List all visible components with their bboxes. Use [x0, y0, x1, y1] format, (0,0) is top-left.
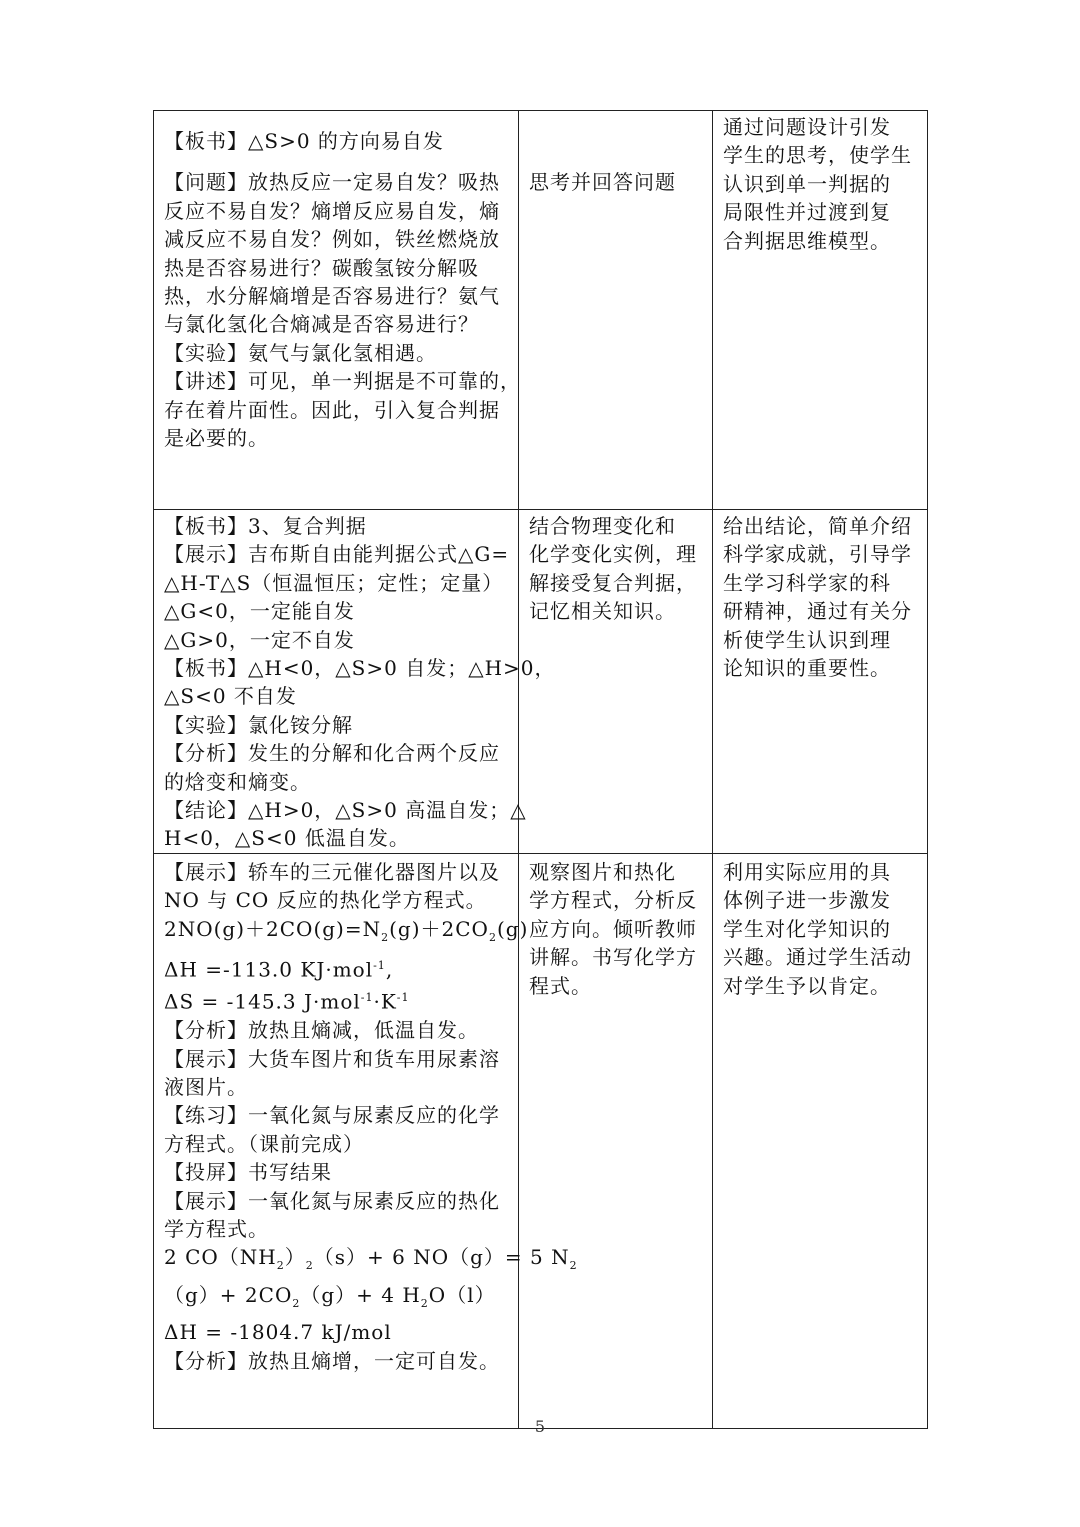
text-line: 学生对化学知识的	[723, 916, 891, 941]
text-line: 【讲述】可见，单一判据是不可靠的，	[164, 369, 521, 394]
subscript: 2	[381, 930, 390, 944]
text-line: 程式。	[529, 973, 592, 998]
text-line: 【展示】吉布斯自由能判据公式△G=	[164, 542, 510, 567]
equation-part: ΔH =-113.0 KJ·mol	[164, 957, 374, 982]
text-line: 兴趣。通过学生活动	[723, 945, 912, 970]
student-activity-cell	[519, 111, 713, 510]
text-line: 【分析】发生的分解和化合两个反应	[164, 741, 500, 766]
text-line: 观察图片和热化	[529, 859, 676, 884]
text-line: 热，水分解熵增是否容易进行？氨气	[164, 284, 500, 309]
subscript: 2	[276, 1259, 285, 1273]
text-line: 给出结论，简单介绍	[723, 514, 912, 538]
text-line: 化学变化实例，理	[529, 542, 697, 567]
equation-part: ）	[284, 1245, 306, 1270]
text-line: 【练习】一氧化氮与尿素反应的化学	[164, 1103, 500, 1128]
text-line: 学生的思考，使学生	[723, 143, 912, 168]
text-line: 学方程式，分析反	[529, 888, 697, 913]
text-line: 是必要的。	[164, 426, 269, 451]
equation-part: ΔS = -145.3 J·mol	[164, 989, 361, 1014]
superscript: -1	[360, 991, 374, 1005]
superscript: -1	[373, 959, 386, 973]
teacher-activity-cell	[154, 853, 578, 1428]
teacher-activity-cell	[154, 111, 519, 510]
text-line: 应方向。倾听教师	[529, 916, 697, 941]
text-line: 【展示】一氧化氮与尿素反应的热化	[164, 1188, 500, 1213]
text-line: 结合物理变化和	[529, 514, 676, 538]
text-line: 【问题】放热反应一定易自发？吸热	[164, 170, 500, 195]
table-row	[154, 111, 928, 510]
equation-part: ·K	[373, 989, 397, 1014]
table-row	[154, 510, 928, 854]
superscript: -1	[396, 991, 410, 1005]
text-line: H<0，△S<0 低温自发。	[164, 826, 410, 851]
equation-part: (g)＋2CO	[389, 916, 489, 941]
text-line: 【投屏】书写结果	[164, 1160, 332, 1185]
equation-part: ,	[385, 957, 394, 982]
text-line: 生学习科学家的科	[723, 570, 891, 595]
text-line: 方程式。（课前完成）	[164, 1131, 364, 1156]
subscript: 2	[569, 1259, 578, 1273]
text-line: 学方程式。	[164, 1217, 269, 1242]
lesson-table	[153, 110, 928, 1429]
text-line: 论知识的重要性。	[723, 656, 891, 681]
text-line: △G>0，一定不自发	[164, 627, 355, 652]
text-line: 记忆相关知识。	[529, 599, 676, 624]
subscript: 2	[292, 1296, 301, 1310]
text-line: 存在着片面性。因此，引入复合判据	[164, 397, 500, 422]
equation-part: O（l）	[428, 1282, 496, 1307]
table-row	[154, 853, 928, 1428]
text-line: 反应不易自发？熵增反应易自发，熵	[164, 198, 500, 223]
text-line: 【结论】△H>0，△S>0 高温自发；△	[164, 798, 527, 823]
text-line: 【展示】轿车的三元催化器图片以及	[164, 859, 500, 884]
text-line: NO 与 CO 反应的热化学方程式。	[164, 888, 487, 913]
text-line: △S<0 不自发	[164, 684, 297, 709]
design-intent-cell	[713, 853, 928, 1428]
equation-line	[164, 915, 529, 952]
text-line: 研精神，通过有关分	[723, 599, 912, 624]
text-line: 利用实际应用的具	[723, 859, 891, 884]
text-line: 热是否容易进行？碳酸氢铵分解吸	[164, 255, 479, 280]
text-line: 【分析】放热且熵减，低温自发。	[164, 1018, 479, 1043]
equation-part: 2 CO（NH	[164, 1245, 277, 1270]
enthalpy-line	[164, 952, 510, 984]
text-line: 析使学生认识到理	[723, 627, 891, 652]
equation-line	[164, 1243, 578, 1280]
text-line: 【实验】氨气与氯化氢相遇。	[164, 340, 437, 365]
text-line: 减反应不易自发？例如，铁丝燃烧放	[164, 227, 500, 252]
subscript: 2	[420, 1296, 429, 1310]
text-line: 【实验】氯化铵分解	[164, 712, 353, 737]
text-line: △G<0，一定能自发	[164, 599, 355, 624]
text-line: 解接受复合判据，	[529, 570, 697, 595]
text-line: 与氯化氢化合熵减是否容易进行？	[164, 312, 479, 337]
equation-line	[164, 1281, 510, 1318]
teacher-activity-cell	[154, 510, 556, 854]
enthalpy-line: ΔH = -1804.7 kJ/mol	[164, 1320, 392, 1345]
equation-part: 2NO(g)＋2CO(g)=N	[164, 916, 382, 941]
text-line: 通过问题设计引发	[723, 115, 891, 139]
text-line: 对学生予以肯定。	[723, 973, 891, 998]
text-line: 科学家成就，引导学	[723, 542, 912, 567]
text-line: 液图片。	[164, 1075, 248, 1100]
equation-part: （g）+ 4 H	[300, 1282, 421, 1307]
text-line: 【分析】放热且熵增，一定可自发。	[164, 1348, 500, 1373]
text-line: 体例子进一步激发	[723, 888, 891, 913]
text-line: 合判据思维模型。	[723, 228, 891, 253]
text-line: 【板书】△S>0 的方向易自发	[164, 129, 444, 153]
entropy-line	[164, 984, 510, 1016]
equation-part: （g）+ 2CO	[164, 1282, 293, 1307]
equation-part: (g)	[496, 916, 529, 941]
text-line: 思考并回答问题	[529, 170, 676, 194]
text-line: 【板书】3、复合判据	[164, 514, 367, 538]
text-line: 【板书】△H<0，△S>0 自发；△H>0，	[164, 656, 556, 681]
text-line: 【展示】大货车图片和货车用尿素溶	[164, 1046, 500, 1071]
page-number: 5	[534, 1417, 546, 1436]
student-activity-cell	[519, 853, 713, 1428]
subscript: 2	[305, 1259, 314, 1273]
equation-part: （s）+ 6 NO（g）= 5 N	[313, 1245, 570, 1270]
text-line: 讲解。书写化学方	[529, 945, 697, 970]
text-line: 的焓变和熵变。	[164, 769, 311, 794]
design-intent-cell	[713, 111, 928, 510]
student-activity-cell	[519, 510, 713, 854]
design-intent-cell	[713, 510, 928, 854]
text-line: 局限性并过渡到复	[723, 200, 891, 225]
text-line: △H-T△S（恒温恒压；定性；定量）	[164, 570, 504, 595]
subscript: 2	[488, 930, 497, 944]
text-line: 认识到单一判据的	[723, 171, 891, 196]
